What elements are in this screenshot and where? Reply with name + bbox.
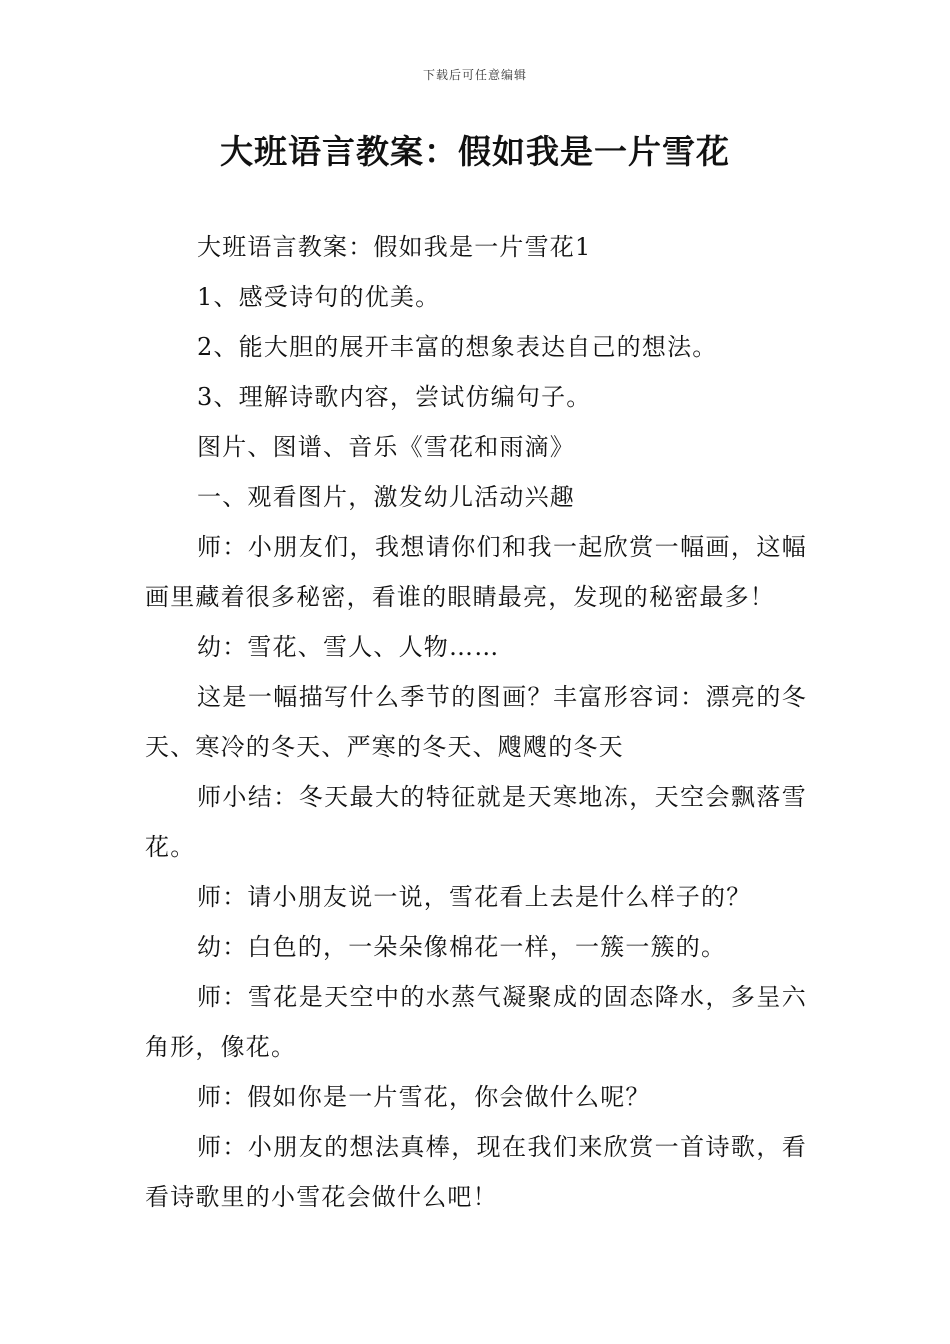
paragraph: 图片、图谱、音乐《雪花和雨滴》 [197,433,575,461]
paragraph: 一、观看图片，激发幼儿活动兴趣 [197,483,575,511]
paragraph: 这是一幅描写什么季节的图画？丰富形容词：漂亮的冬天、寒冷的冬天、严寒的冬天、飕飕的冬天 [145,683,807,761]
paragraph: 幼：白色的，一朵朵像棉花一样，一簇一簇的。 [197,933,727,961]
paragraph: 师：请小朋友说一说，雪花看上去是什么样子的？ [197,883,752,911]
paragraph: 师：假如你是一片雪花，你会做什么呢？ [197,1083,651,1111]
paragraph: 幼：雪花、雪人、人物…… [197,633,500,661]
paragraph: 师小结：冬天最大的特征就是天寒地冻，天空会飘落雪花。 [145,783,807,861]
document-body [145,222,807,1222]
header-note: 下载后可任意编辑 [422,68,527,82]
paragraph: 师：雪花是天空中的水蒸气凝聚成的固态降水，多呈六角形，像花。 [145,983,807,1061]
paragraph: 2、能大胆的展开丰富的想象表达自己的想法。 [197,333,718,361]
paragraph: 师：小朋友们，我想请你们和我一起欣赏一幅画，这幅画里藏着很多秘密，看谁的眼睛最亮，发现的秘密最多！ [145,533,807,611]
document-title: 大班语言教案：假如我是一片雪花 [220,132,730,171]
paragraph: 1、感受诗句的优美。 [197,283,441,311]
paragraph: 大班语言教案：假如我是一片雪花1 [197,233,592,261]
paragraph: 师：小朋友的想法真棒，现在我们来欣赏一首诗歌，看看诗歌里的小雪花会做什么吧！ [145,1133,807,1211]
paragraph: 3、理解诗歌内容，尝试仿编句子。 [197,383,592,411]
